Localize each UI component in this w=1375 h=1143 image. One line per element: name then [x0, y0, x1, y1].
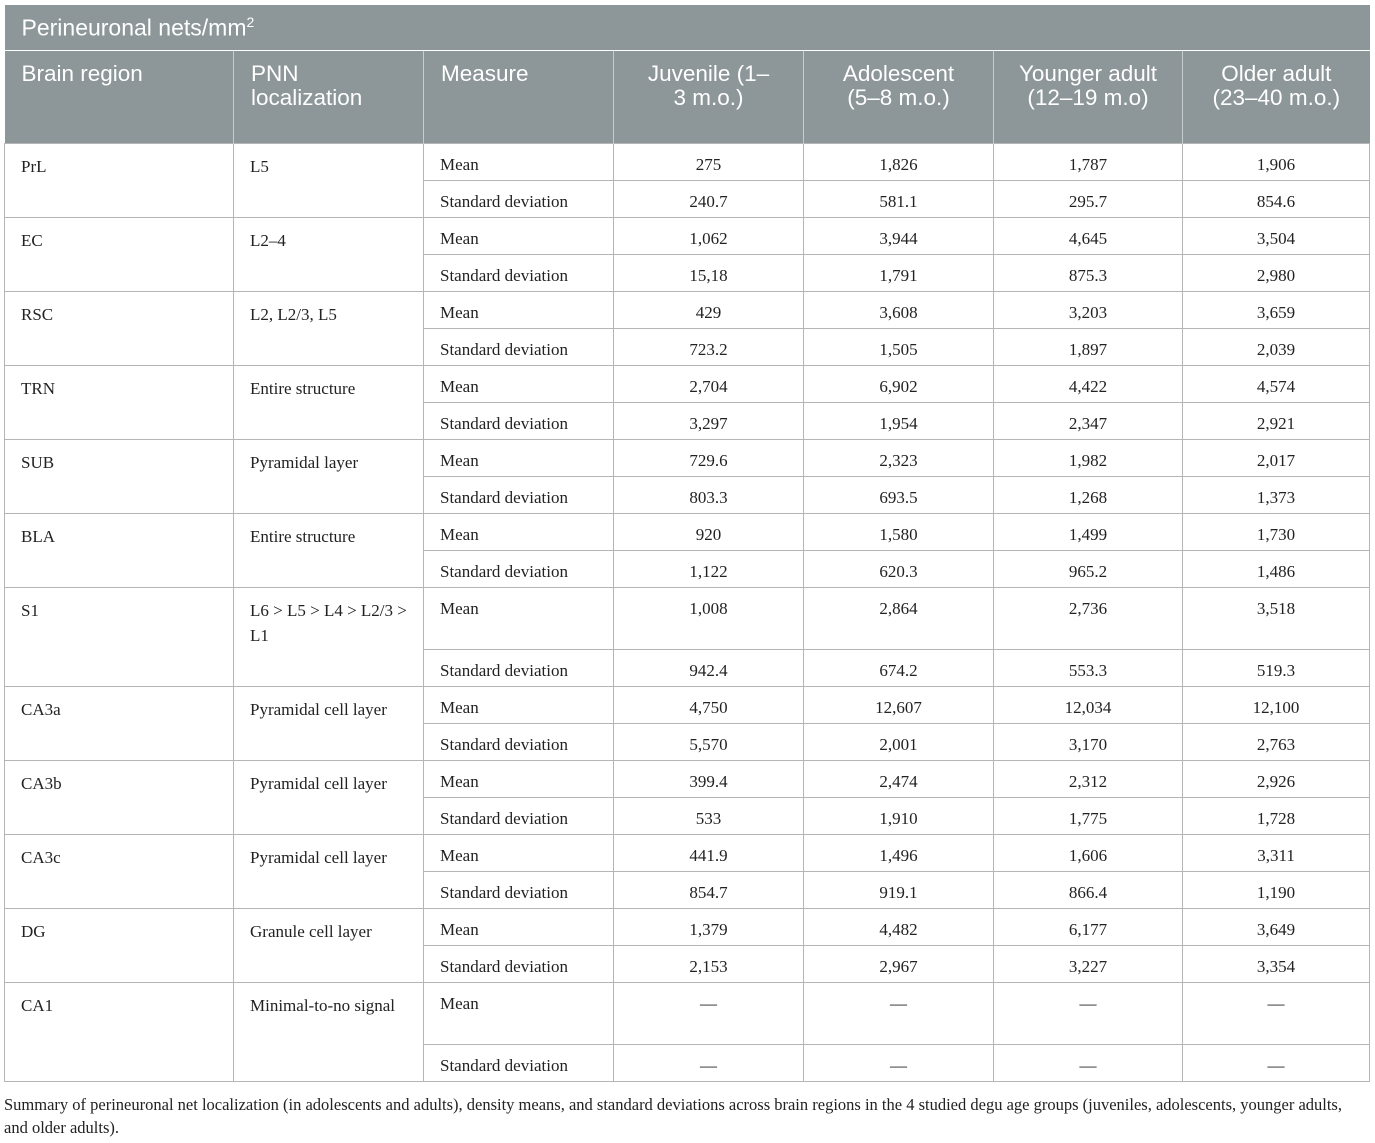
table-row: [5, 909, 1370, 946]
mean-value-cell: 429: [614, 292, 804, 329]
measure-cell: Standard deviation: [424, 255, 614, 292]
measure-cell: Mean: [424, 514, 614, 551]
mean-value-cell: 4,422: [994, 366, 1183, 403]
brain-region-cell: CA3a: [5, 687, 234, 761]
sd-value-cell: 1,486: [1183, 551, 1370, 588]
mean-value-cell: 275: [614, 144, 804, 181]
mean-value-cell: 6,177: [994, 909, 1183, 946]
sd-value-cell: 1,775: [994, 798, 1183, 835]
sd-value-cell: 1,373: [1183, 477, 1370, 514]
mean-value-cell: —: [994, 983, 1183, 1045]
brain-region-cell: CA1: [5, 983, 234, 1082]
mean-value-cell: 1,826: [804, 144, 994, 181]
pnn-localization-cell: Granule cell layer: [234, 909, 424, 983]
measure-cell: Standard deviation: [424, 650, 614, 687]
sd-value-cell: —: [804, 1045, 994, 1082]
table-caption: Summary of perineuronal net localization (in adolescents and adults), density means, and standard deviations across brain regions in the 4 studied degu age groups (juveniles, adolescents, younger adults, and older adults).: [4, 1095, 1342, 1137]
mean-value-cell: 2,312: [994, 761, 1183, 798]
table-row: [5, 687, 1370, 724]
header-younger-adult: Younger adult (12–19 m.o): [994, 51, 1183, 144]
sd-value-cell: 3,227: [994, 946, 1183, 983]
header-brain-region: Brain region: [5, 51, 234, 144]
measure-cell: Standard deviation: [424, 403, 614, 440]
sd-value-cell: 3,170: [994, 724, 1183, 761]
sd-value-cell: 2,153: [614, 946, 804, 983]
mean-value-cell: 4,574: [1183, 366, 1370, 403]
sd-value-cell: 723.2: [614, 329, 804, 366]
mean-value-cell: 920: [614, 514, 804, 551]
table-body: [5, 144, 1370, 1082]
mean-value-cell: 1,496: [804, 835, 994, 872]
mean-value-cell: 2,736: [994, 588, 1183, 650]
sd-value-cell: 1,910: [804, 798, 994, 835]
mean-value-cell: 3,944: [804, 218, 994, 255]
brain-region-cell: RSC: [5, 292, 234, 366]
mean-value-cell: 1,008: [614, 588, 804, 650]
mean-value-cell: 6,902: [804, 366, 994, 403]
header-juvenile: Juvenile (1–3 m.o.): [614, 51, 804, 144]
sd-value-cell: —: [614, 1045, 804, 1082]
sd-value-cell: 2,980: [1183, 255, 1370, 292]
table-row: [5, 514, 1370, 551]
table-row: [5, 144, 1370, 181]
mean-value-cell: 3,608: [804, 292, 994, 329]
table-row: [5, 366, 1370, 403]
pnn-localization-cell: Pyramidal cell layer: [234, 761, 424, 835]
sd-value-cell: 854.7: [614, 872, 804, 909]
mean-value-cell: 1,787: [994, 144, 1183, 181]
sd-value-cell: —: [1183, 1045, 1370, 1082]
sd-value-cell: 15,18: [614, 255, 804, 292]
pnn-localization-cell: Entire structure: [234, 366, 424, 440]
sd-value-cell: 1,190: [1183, 872, 1370, 909]
sd-value-cell: 2,347: [994, 403, 1183, 440]
measure-cell: Standard deviation: [424, 477, 614, 514]
sd-value-cell: 1,505: [804, 329, 994, 366]
header-measure: Measure: [424, 51, 614, 144]
sd-value-cell: 3,354: [1183, 946, 1370, 983]
brain-region-cell: CA3c: [5, 835, 234, 909]
measure-cell: Mean: [424, 983, 614, 1045]
measure-cell: Standard deviation: [424, 872, 614, 909]
mean-value-cell: 3,203: [994, 292, 1183, 329]
sd-value-cell: 2,921: [1183, 403, 1370, 440]
brain-region-cell: SUB: [5, 440, 234, 514]
measure-cell: Standard deviation: [424, 551, 614, 588]
mean-value-cell: 1,499: [994, 514, 1183, 551]
measure-cell: Standard deviation: [424, 1045, 614, 1082]
pnn-localization-cell: Pyramidal cell layer: [234, 835, 424, 909]
sd-value-cell: 240.7: [614, 181, 804, 218]
mean-value-cell: 1,580: [804, 514, 994, 551]
measure-cell: Standard deviation: [424, 946, 614, 983]
brain-region-cell: CA3b: [5, 761, 234, 835]
mean-value-cell: 4,482: [804, 909, 994, 946]
mean-value-cell: 3,518: [1183, 588, 1370, 650]
measure-cell: Standard deviation: [424, 724, 614, 761]
brain-region-cell: EC: [5, 218, 234, 292]
header-older-adult: Older adult (23–40 m.o.): [1183, 51, 1370, 144]
brain-region-cell: TRN: [5, 366, 234, 440]
sd-value-cell: 1,122: [614, 551, 804, 588]
mean-value-cell: 2,474: [804, 761, 994, 798]
mean-value-cell: 729.6: [614, 440, 804, 477]
sd-value-cell: 674.2: [804, 650, 994, 687]
pnn-density-table: [4, 5, 1370, 1082]
table-row: [5, 292, 1370, 329]
pnn-localization-cell: L5: [234, 144, 424, 218]
mean-value-cell: 2,926: [1183, 761, 1370, 798]
sd-value-cell: 1,791: [804, 255, 994, 292]
measure-cell: Mean: [424, 218, 614, 255]
sd-value-cell: 1,728: [1183, 798, 1370, 835]
header-adolescent: Adolescent (5–8 m.o.): [804, 51, 994, 144]
pnn-localization-cell: Entire structure: [234, 514, 424, 588]
mean-value-cell: 441.9: [614, 835, 804, 872]
sd-value-cell: 1,268: [994, 477, 1183, 514]
sd-value-cell: 2,001: [804, 724, 994, 761]
mean-value-cell: 3,659: [1183, 292, 1370, 329]
table-title: Perineuronal nets/$mm^2$: [5, 5, 1370, 51]
mean-value-cell: —: [1183, 983, 1370, 1045]
mean-value-cell: 4,645: [994, 218, 1183, 255]
measure-cell: Standard deviation: [424, 329, 614, 366]
title-superscript: 2: [246, 13, 255, 30]
sd-value-cell: 519.3: [1183, 650, 1370, 687]
sd-value-cell: 803.3: [614, 477, 804, 514]
sd-value-cell: 2,763: [1183, 724, 1370, 761]
sd-value-cell: 581.1: [804, 181, 994, 218]
pnn-localization-cell: L2, L2/3, L5: [234, 292, 424, 366]
sd-value-cell: 295.7: [994, 181, 1183, 218]
sd-value-cell: 965.2: [994, 551, 1183, 588]
pnn-localization-cell: L2–4: [234, 218, 424, 292]
sd-value-cell: 919.1: [804, 872, 994, 909]
sd-value-cell: 693.5: [804, 477, 994, 514]
brain-region-cell: S1: [5, 588, 234, 687]
pnn-localization-cell: Pyramidal cell layer: [234, 687, 424, 761]
mean-value-cell: 2,017: [1183, 440, 1370, 477]
measure-cell: Mean: [424, 761, 614, 798]
measure-cell: Mean: [424, 588, 614, 650]
table-row: [5, 761, 1370, 798]
mean-value-cell: 3,649: [1183, 909, 1370, 946]
mean-value-cell: 2,704: [614, 366, 804, 403]
table-row: [5, 835, 1370, 872]
table-container: [4, 5, 1369, 1082]
measure-cell: Mean: [424, 292, 614, 329]
brain-region-cell: BLA: [5, 514, 234, 588]
measure-cell: Mean: [424, 144, 614, 181]
sd-value-cell: —: [994, 1045, 1183, 1082]
brain-region-cell: PrL: [5, 144, 234, 218]
mean-value-cell: 1,906: [1183, 144, 1370, 181]
table-row: [5, 440, 1370, 477]
mean-value-cell: 2,864: [804, 588, 994, 650]
mean-value-cell: 3,504: [1183, 218, 1370, 255]
header-row: [5, 51, 1370, 144]
sd-value-cell: 3,297: [614, 403, 804, 440]
mean-value-cell: 1,062: [614, 218, 804, 255]
measure-cell: Mean: [424, 366, 614, 403]
mean-value-cell: 1,379: [614, 909, 804, 946]
mean-value-cell: 1,606: [994, 835, 1183, 872]
mean-value-cell: 12,100: [1183, 687, 1370, 724]
sd-value-cell: 875.3: [994, 255, 1183, 292]
mean-value-cell: 12,607: [804, 687, 994, 724]
measure-cell: Mean: [424, 909, 614, 946]
pnn-localization-cell: Pyramidal layer: [234, 440, 424, 514]
mean-value-cell: —: [614, 983, 804, 1045]
sd-value-cell: 1,954: [804, 403, 994, 440]
sd-value-cell: 553.3: [994, 650, 1183, 687]
table-row: [5, 983, 1370, 1045]
measure-cell: Standard deviation: [424, 181, 614, 218]
measure-cell: Mean: [424, 835, 614, 872]
mean-value-cell: 12,034: [994, 687, 1183, 724]
sd-value-cell: 1,897: [994, 329, 1183, 366]
sd-value-cell: 620.3: [804, 551, 994, 588]
pnn-localization-cell: L6 > L5 > L4 > L2/3 > L1: [234, 588, 424, 687]
mean-value-cell: 1,730: [1183, 514, 1370, 551]
sd-value-cell: 5,570: [614, 724, 804, 761]
mean-value-cell: 1,982: [994, 440, 1183, 477]
mean-value-cell: 3,311: [1183, 835, 1370, 872]
sd-value-cell: 2,039: [1183, 329, 1370, 366]
pnn-localization-cell: Minimal-to-no signal: [234, 983, 424, 1082]
table-row: [5, 218, 1370, 255]
mean-value-cell: 4,750: [614, 687, 804, 724]
sd-value-cell: 854.6: [1183, 181, 1370, 218]
mean-value-cell: 399.4: [614, 761, 804, 798]
measure-cell: Standard deviation: [424, 798, 614, 835]
sd-value-cell: 2,967: [804, 946, 994, 983]
table-row: [5, 588, 1370, 650]
sd-value-cell: 866.4: [994, 872, 1183, 909]
measure-cell: Mean: [424, 440, 614, 477]
sd-value-cell: 533: [614, 798, 804, 835]
brain-region-cell: DG: [5, 909, 234, 983]
header-pnn-localization: PNN localization: [234, 51, 424, 144]
measure-cell: Mean: [424, 687, 614, 724]
mean-value-cell: —: [804, 983, 994, 1045]
mean-value-cell: 2,323: [804, 440, 994, 477]
sd-value-cell: 942.4: [614, 650, 804, 687]
